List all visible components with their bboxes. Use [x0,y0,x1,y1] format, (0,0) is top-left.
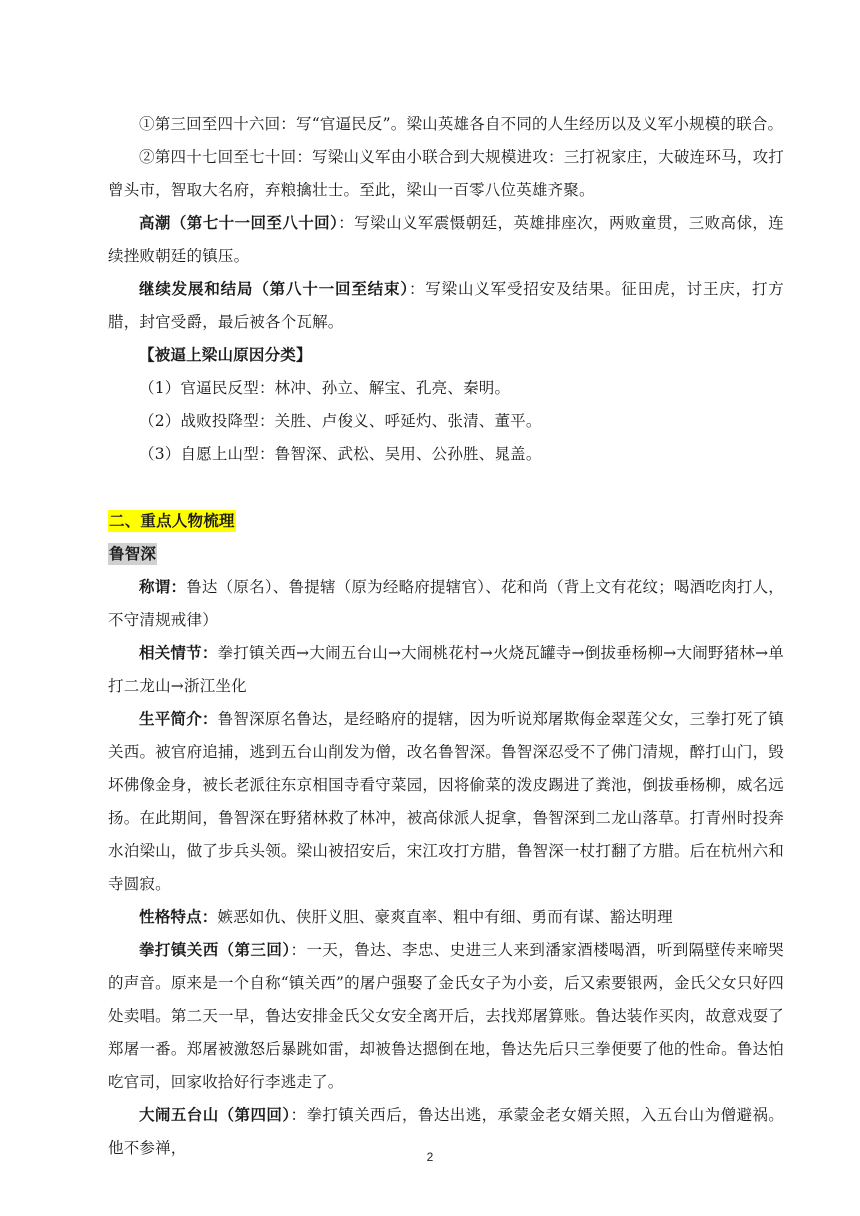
episode-2-label: 大闹五台山（第四回） [139,1106,291,1124]
page-content [108,108,784,1165]
ending-text: ：写梁山义军受招安及结果。征田虎，讨王庆，打方腊，封官受爵，最后被各个瓦解。 [108,280,784,331]
episode-1-text: ：一天，鲁达、李忠、史进三人来到潘家酒楼喝酒，听到隔壁传来啼哭的声音。原来是一个自称“镇关西”的屠户强娶了金氏女子为小妾，后又索要银两，金氏父女只好四处卖唱。第二天一早，鲁达安排金氏父女安全离开后，去找郑屠算账。鲁达装作买肉，故意戏耍了郑屠一番。郑屠被激怒后暴跳如雷，却被鲁达摁倒在地，鲁达先后只三拳便要了他的性命。鲁达怕吃官司，回家收拾好行李逃走了。 [108,941,784,1091]
episode-1-label: 拳打镇关西（第三回） [139,941,291,959]
section-title: 二、重点人物梳理 [109,512,235,530]
paragraph-climax [108,207,784,273]
paragraph-plots [108,637,784,703]
classification-item-3: （3）自愿上山型：鲁智深、武松、吴用、公孙胜、晁盖。 [139,445,542,463]
paragraph-episode-1 [108,934,784,1099]
traits-label: 性格特点： [139,908,218,926]
ending-label: 继续发展和结局（第八十一回至结束） [139,280,409,298]
person-title-wrap [108,538,784,571]
episode-2-text: ：拳打镇关西后，鲁达出逃，承蒙金老女婿关照，入五台山为僧避祸。他不参禅， [108,1106,784,1157]
plots-label: 相关情节： [139,644,218,662]
plots-text: 拳打镇关西→大闹五台山→大闹桃花村→火烧瓦罐寺→倒拔垂杨柳→大闹野猪林→单打二龙山→浙江坐化 [108,644,784,695]
person-title: 鲁智深 [109,545,157,563]
paragraph-chapters-47-70: ②第四十七回至七十回：写梁山义军由小联合到大规模进攻：三打祝家庄，大破连环马，攻打曾头市，智取大名府，弃粮擒壮士。至此，梁山一百零八位英雄齐聚。 [108,148,784,199]
section-title-wrap [108,505,784,538]
spacer [108,471,784,491]
climax-label: 高潮（第七十一回至八十回） [139,214,339,232]
paragraph-traits [108,901,784,934]
climax-text: ：写梁山义军震慑朝廷，英雄排座次，两败童贯，三败高俅，连续挫败朝廷的镇压。 [108,214,784,265]
classification-item-1: （1）官逼民反型：林冲、孙立、解宝、孔亮、秦明。 [139,379,511,397]
biography-text: 鲁智深原名鲁达，是经略府的提辖，因为听说郑屠欺侮金翠莲父女，三拳打死了镇关西。被官府追捕，逃到五台山削发为僧，改名鲁智深。鲁智深忍受不了佛门清规，醉打山门，毁坏佛像金身，被长老派往东京相国寺看守菜园，因将偷菜的泼皮踢进了粪池，倒拔垂杨柳，威名远扬。在此期间，鲁智深在野猪林救了林冲，被高俅派人捉拿，鲁智深到二龙山落草。打青州时投奔水泊梁山，做了步兵头领。梁山被招安后，宋江攻打方腊，鲁智深一杖打翻了方腊。后在杭州六和寺圆寂。 [108,710,784,893]
paragraph-biography [108,703,784,901]
traits-text: 嫉恶如仇、侠肝义胆、豪爽直率、粗中有细、勇而有谋、豁达明理 [217,908,673,926]
paragraph-titles [108,571,784,637]
paragraph-chapters-3-46: ①第三回至四十六回：写“官逼民反”。梁山英雄各自不同的人生经历以及义军小规模的联合。 [139,115,784,133]
paragraph-ending [108,273,784,339]
titles-text: 鲁达（原名）、鲁提辖（原为经略府提辖官）、花和尚（背上文有花纹；喝酒吃肉打人，不守清规戒律） [108,578,784,629]
classification-item-2: （2）战败投降型：关胜、卢俊义、呼延灼、张清、董平。 [139,412,542,430]
page-number: 2 [426,1150,434,1164]
titles-label: 称谓： [139,578,187,596]
biography-label: 生平简介： [139,710,218,728]
classification-heading: 【被逼上梁山原因分类】 [139,346,312,364]
